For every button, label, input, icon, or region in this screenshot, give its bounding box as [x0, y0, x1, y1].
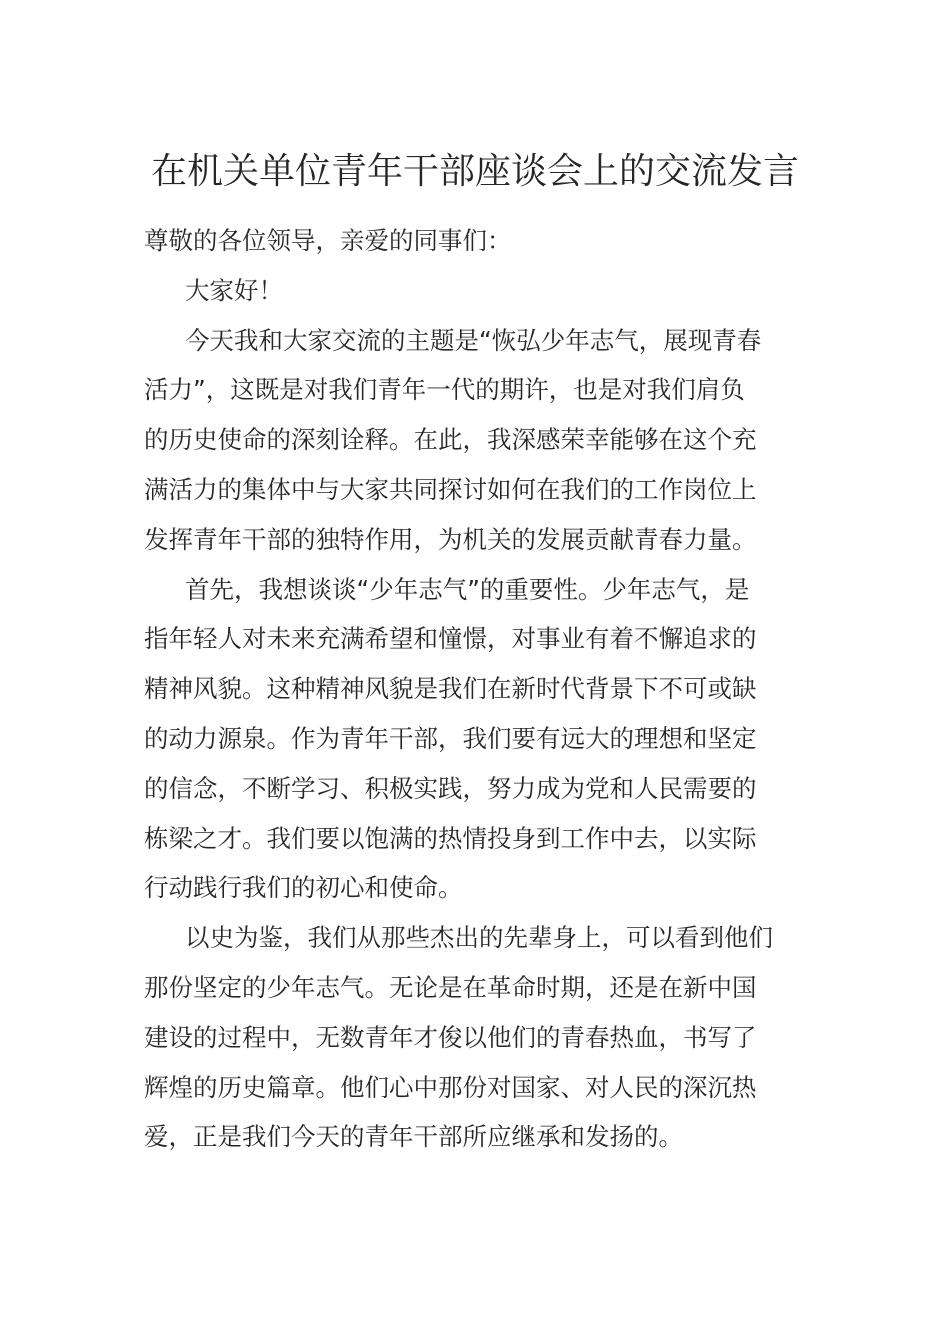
text-line: 建设的过程中，无数青年才俊以他们的青春热血，书写了: [144, 1022, 757, 1052]
text-line: 的动力源泉。作为青年干部，我们要有远大的理想和坚定: [144, 723, 757, 753]
text-line: 大家好！: [185, 275, 283, 305]
text-line: 今天我和大家交流的主题是“恢弘少年志气，展现青春: [185, 325, 762, 355]
text-line: 精神风貌。这种精神风貌是我们在新时代背景下不可或缺: [144, 674, 757, 704]
document-title: 在机关单位青年干部座谈会上的交流发言: [150, 151, 799, 192]
text-line: 辉煌的历史篇章。他们心中那份对国家、对人民的深沉热: [144, 1072, 757, 1102]
text-line: 活力”，这既是对我们青年一代的期许，也是对我们肩负: [144, 375, 745, 405]
text-line: 发挥青年干部的独特作用，为机关的发展贡献青春力量。: [144, 524, 757, 554]
text-line: 首先，我想谈谈“少年志气”的重要性。少年志气，是: [185, 574, 750, 604]
text-line: 的信念，不断学习、积极实践，努力成为党和人民需要的: [144, 773, 757, 803]
text-line: 以史为鉴，我们从那些杰出的先辈身上，可以看到他们: [185, 923, 773, 953]
text-line: 行动践行我们的初心和使命。: [144, 873, 463, 903]
text-line: 的历史使命的深刻诠释。在此，我深感荣幸能够在这个充: [144, 425, 757, 455]
text-line: 尊敬的各位领导，亲爱的同事们：: [144, 226, 512, 255]
text-line: 栋梁之才。我们要以饱满的热情投身到工作中去，以实际: [144, 823, 757, 853]
text-line: 那份坚定的少年志气。无论是在革命时期，还是在新中国: [144, 972, 757, 1002]
text-line: 指年轻人对未来充满希望和憧憬，对事业有着不懈追求的: [144, 624, 757, 654]
text-line: 爱，正是我们今天的青年干部所应继承和发扬的。: [144, 1122, 683, 1152]
document-body: [144, 216, 804, 1162]
text-line: 满活力的集体中与大家共同探讨如何在我们的工作岗位上: [144, 474, 757, 504]
